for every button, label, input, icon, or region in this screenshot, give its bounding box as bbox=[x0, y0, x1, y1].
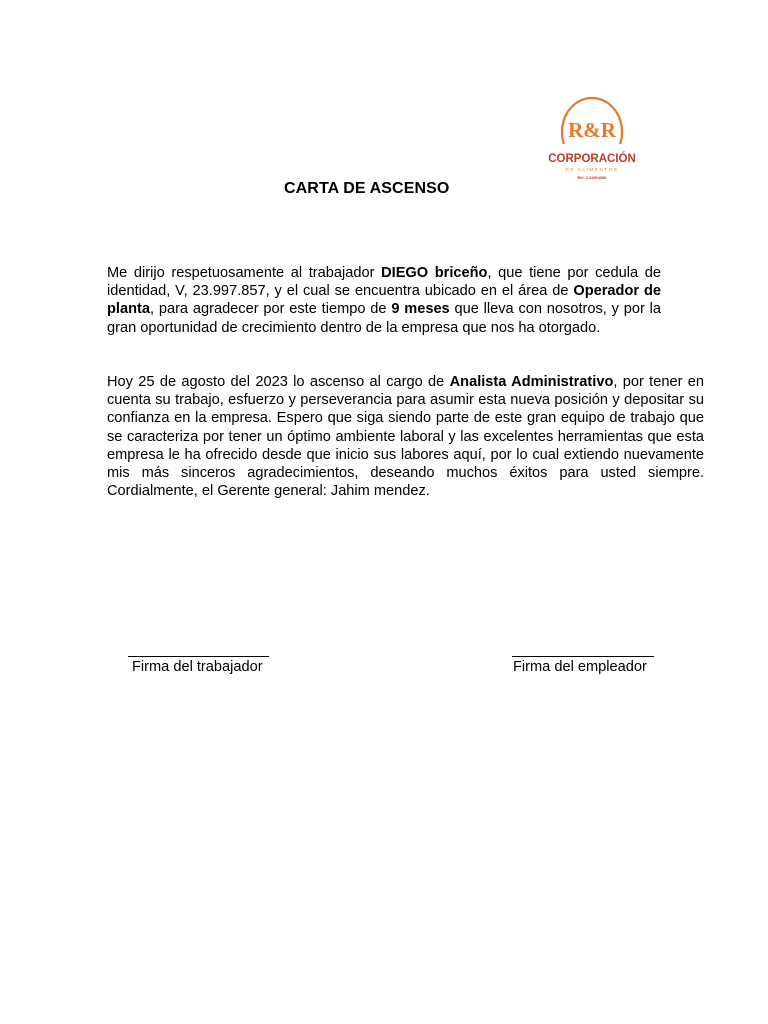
svg-text:CORPORACIÓN: CORPORACIÓN bbox=[548, 153, 636, 165]
p1-text-2: , que tiene por cedula de identidad, V, 23.997.857, y el cual se encuentra ubicado en el área de bbox=[107, 265, 661, 300]
paragraph-introduction bbox=[107, 264, 661, 337]
paragraph-promotion bbox=[107, 373, 704, 500]
svg-text:R&R: R&R bbox=[568, 118, 616, 142]
worker-name: DIEGO briceño bbox=[381, 265, 488, 281]
p2-text-2: , por tener en cuenta su trabajo, esfuerzo y perseverancia para asumir esta nueva posición y depositar su confianza en la empresa. Espero que siga siendo parte de este gran equipo de trabajo que se caracteriza por tener un óptimo ambiente laboral y las excelentes herramientas que esta empresa le ha ofrecido desde que inicio sus labores aquí, por lo cual extiendo nuevamente mis más sinceros agradecimientos, deseando muchos éxitos para usted siempre. Cordialmente, el Gerente general: Jahim mendez. bbox=[107, 374, 704, 500]
p1-text-1: Me dirijo respetuosamente al trabajador bbox=[107, 265, 382, 281]
employer-signature-line bbox=[512, 656, 654, 657]
letter-title: CARTA DE ASCENSO bbox=[284, 180, 450, 197]
worker-signature-label: Firma del trabajador bbox=[132, 659, 263, 675]
company-logo bbox=[540, 92, 646, 192]
p2-text-1: Hoy 25 de agosto del 2023 lo ascenso al cargo de bbox=[107, 374, 450, 390]
svg-text:Rif: J-41904080: Rif: J-41904080 bbox=[577, 175, 607, 180]
worker-signature-line bbox=[128, 656, 269, 657]
p1-text-3: , para agradecer por este tiempo de bbox=[149, 301, 392, 318]
p1-text-4: que lleva con nosotros, y por la gran oportunidad de crecimiento dentro de la empresa que nos ha otorgado. bbox=[107, 301, 661, 336]
employer-signature-label: Firma del empleador bbox=[513, 659, 647, 675]
new-position: Analista Administrativo bbox=[449, 374, 614, 390]
worker-area: Operador de planta bbox=[107, 283, 661, 318]
service-duration: 9 meses bbox=[391, 301, 450, 318]
svg-text:DE ALIMENTOS: DE ALIMENTOS bbox=[565, 167, 619, 172]
